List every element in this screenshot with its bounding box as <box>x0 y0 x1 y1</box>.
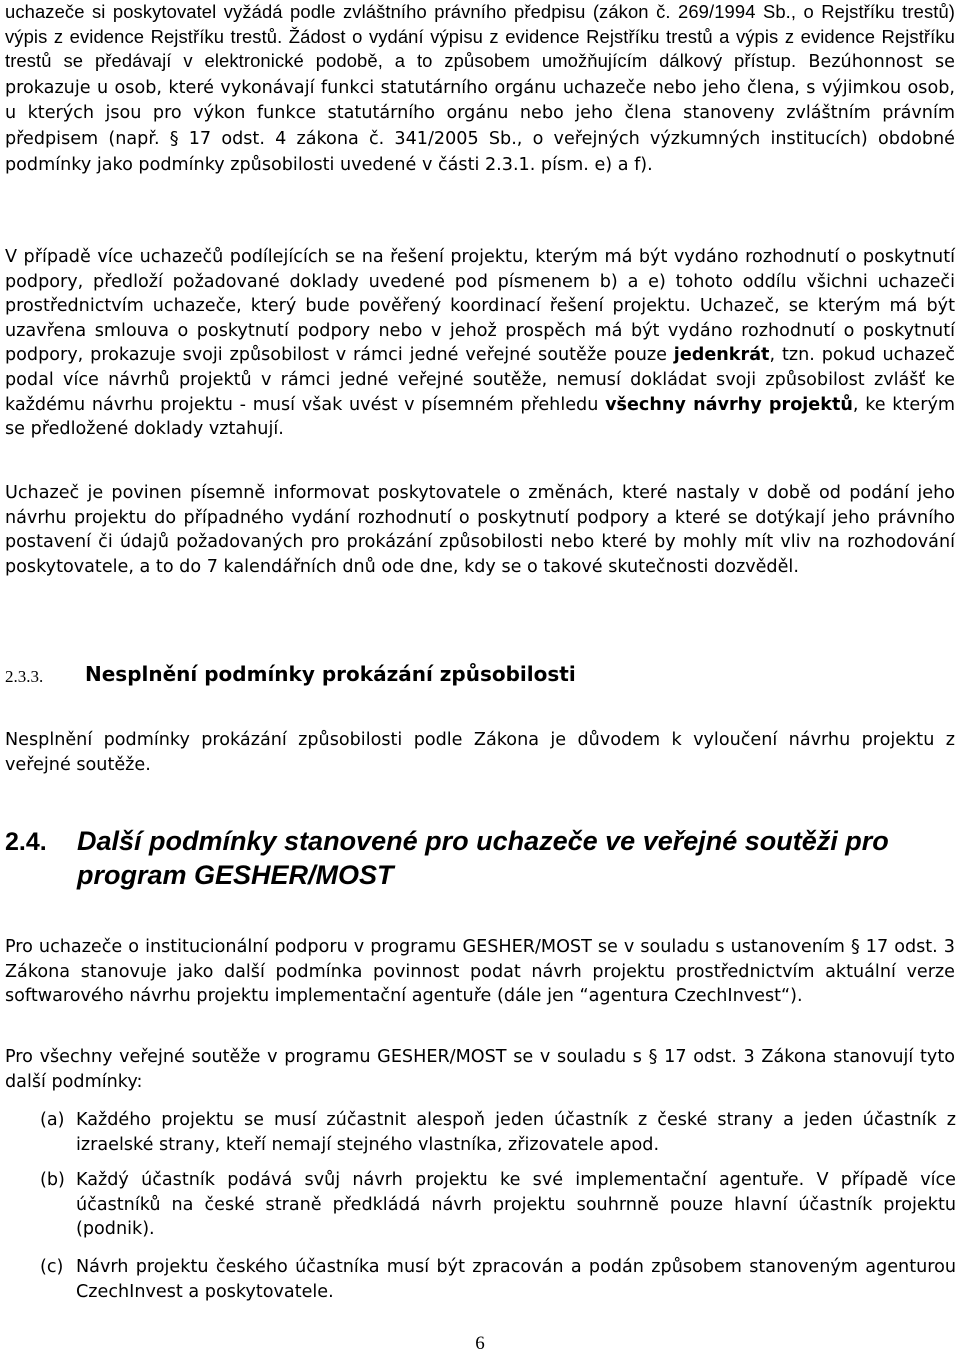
section-title: Další podmínky stanovené pro uchazeče ve veřejné soutěži pro program GESHER/MOST <box>77 826 889 890</box>
paragraph-multiple-applicants-text1: V případě více uchazečů podílejících se na řešení projektu, kterým má být vydáno rozhodnutí o poskytnutí podpory, předloží požadované doklady uvedené pod písmenem b) a e) tohoto oddílu všichni uchazeči prostřednictvím uchazeče, který bude pověřený koordinací řešení projektu. Uchazeč, se kterým má být uzavřena smlouva o poskytnutí podpory nebo v jehož prospěch má být vydáno rozhodnutí o poskytnutí podpory, prokazuje svoji způsobilost v rámci jedné veřejné soutěže pouze <box>5 247 955 366</box>
section-heading-2-3-3 <box>5 662 955 692</box>
bold-once: jedenkrát <box>673 345 770 366</box>
list-item-text: Návrh projektu českého účastníka musí být zpracován a podán způsobem stanoveným agenturou CzechInvest a poskytovatele. <box>76 1257 956 1302</box>
list-item-label: (b) <box>40 1170 65 1190</box>
list-item-label: (a) <box>40 1110 65 1130</box>
paragraph-criminal-record <box>5 0 955 177</box>
paragraph-criminal-record-part2: Bezúhonnost se prokazuje u osob, které vykonávají funkci statutárního orgánu uchazeče nebo jeho člena, s výjimkou osob, u kterých jsou pro výkon funkce statutárního orgánu nebo jeho člena stanoveny zvláštním právním předpisem (např. § 17 odst. 4 zákona č. 341/2005 Sb., o veřejných výzkumných institucích) obdobné podmínky jako podmínky způsobilosti uvedené v části 2.3.1. písm. e) a f). <box>5 52 955 175</box>
paragraph-institutional-support: Pro uchazeče o institucionální podporu v programu GESHER/MOST se v souladu s ustanovením § 17 odst. 3 Zákona stanovuje jako další podmínka povinnost podat návrh projektu prostřednictvím aktuální verze softwarového návrhu projektu implementační agentuře (dále jen “agentura CzechInvest“). <box>5 937 955 1007</box>
section-number: 2.4. <box>5 828 47 856</box>
list-item-text: Každého projektu se musí zúčastnit alespoň jeden účastník z české strany a jeden účastník z izraelské strany, kteří nemají stejného vlastníka, zřizovatele apod. <box>76 1110 956 1155</box>
section-number: 2.3.3. <box>5 667 44 686</box>
paragraph-further-conditions: Pro všechny veřejné soutěže v programu GESHER/MOST se v souladu s § 17 odst. 3 Zákona stanovují tyto další podmínky: <box>5 1047 955 1092</box>
paragraph-multiple-applicants-text3: , ke kterým se předložené doklady vztahují. <box>5 394 955 440</box>
paragraph-multiple-applicants <box>5 245 955 442</box>
page-number: 6 <box>475 1333 485 1354</box>
paragraph-criminal-record-part1: uchazeče si poskytovatel vyžádá podle zvláštního právního předpisu (zákon č. 269/1994 Sb., o Rejstříku trestů) výpis z evidence Rejstříku trestů. Žádost o vydání výpisu z evidence Rejstříku trestů a výpis z evidence Rejstříku trestů se předávají v elektronické podobě, a to způsobem umožňujícím dálkový přístup. <box>5 1 955 72</box>
list-item-text: Každý účastník podává svůj návrh projektu ke své implementační agentuře. V případě více účastníků na české straně předkládá návrh projektu souhrnně pouze hlavní účastník projektu (podnik). <box>76 1170 956 1240</box>
paragraph-multiple-applicants-text2: , tzn. pokud uchazeč podal více návrhů projektů v rámci jedné veřejné soutěže, nemusí dokládat svoji způsobilost zvlášť ke každému návrhu projektu - musí však uvést v písemném přehledu <box>5 345 955 415</box>
paragraph-notification-duty: Uchazeč je povinen písemně informovat poskytovatele o změnách, které nastaly v době od podání jeho návrhu projektu do případného vydání rozhodnutí o poskytnutí podpory a které se dotýkají jeho právního postavení či údajů požadovaných pro prokázání způsobilosti nebo které by mohly mít vliv na rozhodování poskytovatele, a to do 7 kalendářních dnů ode dne, kdy se o takové skutečnosti dozvěděl. <box>5 483 955 577</box>
list-item-label: (c) <box>40 1257 64 1277</box>
paragraph-nonfulfillment: Nesplnění podmínky prokázání způsobilosti podle Zákona je důvodem k vyloučení návrhu projektu z veřejné soutěže. <box>5 730 955 775</box>
section-title: Nesplnění podmínky prokázání způsobilosti <box>85 662 576 686</box>
bold-all-proposals: všechny návrhy projektů <box>605 394 853 415</box>
